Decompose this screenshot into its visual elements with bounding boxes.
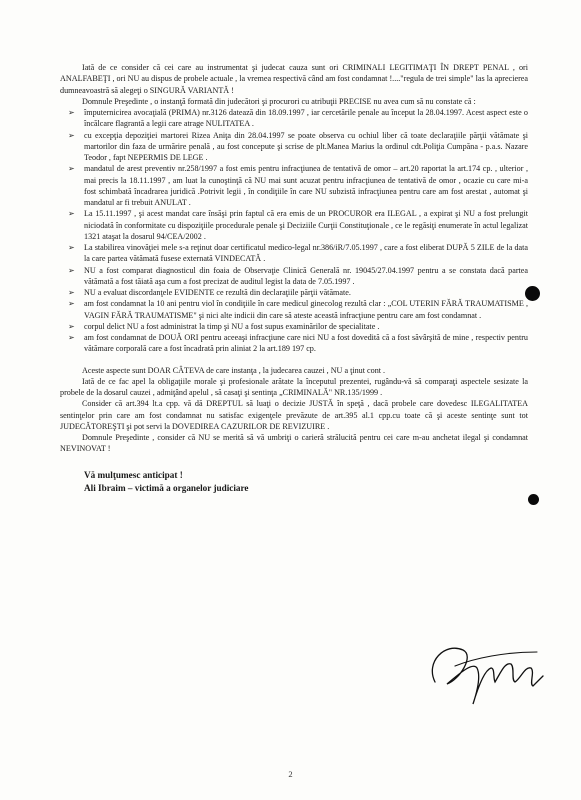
list-item: ➢ mandatul de arest preventiv nr.258/1997 a fost emis pentru infracţiunea de tentativă de omor – art.20 raportat la art.174 cp. , ulterior , mai precis la 18.11.1997 , am luat la cunoştinţă că NU mai sunt acuzat pentru infracţiunea de tentativă de omor , ocazie cu care mi-a fost schimbată încadrarea juridică .Potrivit legii , în condiţiile în care NU subzistă infracţiunea pentru care am fost arestat , automat şi mandatul ar fi trebuit ANULAT . — [66, 163, 528, 208]
closing-block — [60, 469, 528, 495]
list-item: ➢ NU a evaluat discordanţele EVIDENTE ce rezultă din declaraţiile părţii vătămate. — [66, 287, 528, 298]
page-number: 2 — [288, 769, 293, 779]
list-item: ➢ La stabilirea vinovăţiei mele s-a reţinut doar certificatul medico-legal nr.386/iR/7.05.1997 , care a fost eliberat DUPĂ 5 ZILE de la data la care partea vătămată fusese externată VINDECATĂ . — [66, 242, 528, 265]
list-item: ➢ NU a fost comparat diagnosticul din foaia de Observaţie Clinică Generală nr. 19045/27.04.1997 pentru a se constata dacă partea vătămată a fost tăiată aşa cum a fost precizat de auditul legist la data de 7.05.1997 . — [66, 265, 528, 288]
ink-blot-mark — [528, 494, 539, 505]
thanks-line: Vă mulţumesc anticipat ! — [84, 469, 183, 480]
paragraph-president-address: Domnule Preşedinte , o instanţă formată din judecători şi procurori cu atribuţii PRECISE nu avea cum să nu constate că : — [82, 96, 476, 106]
paragraph-closing-plea: Domnule Preşedinte , consider că NU se merită să vă umbriţi o carieră strălucită pentru cei care m-au anchetat ilegal şi condamnat NEVINOVAT ! — [60, 433, 528, 454]
letter-body — [60, 62, 528, 495]
author-line: Ali Ibraim – victimă a organelor judiciare — [84, 482, 249, 493]
paragraph-legal-basis: Consider că art.394 lt.a cpp. vă dă DREPTUL să luaţi o decizie JUSTĂ în speţă , dacă probele care dovedesc ILEGALITATEA sentinţelor prin care am fost condamnat nu satisfac exigenţele prevăzute de art.395 al.1 cpp.cu toate că şi aceste sentinţe sunt tot JUDECĂTOREŞTI şi pot servi la DOVEDIREA CAZURILOR DE REVIZUIRE . — [60, 399, 528, 431]
grievance-list — [60, 107, 528, 355]
list-item: ➢ am fost condamnat de DOUĂ ORI pentru aceeaşi infracţiune care nici NU a fost dovedită că a fost săvârşită de mine , respectiv pentru vătămare corporală care a fost încadrată prin aliniat 2 la art.189 197 cp. — [66, 332, 528, 355]
handwritten-signature — [415, 622, 547, 712]
list-item: ➢ La 15.11.1997 , şi acest mandat care însăşi prin faptul că era emis de un PROCUROR era ILEGAL , a expirat şi NU a fost prelungit niciodată în conformitate cu dispoziţiile procedurale penale şi Deciziile Curţii Constituţionale , ce le regăsiţi enumerate în actul legalizat 1321 ataşat la dosarul 94/CEA/2002 . — [66, 208, 528, 242]
list-item: ➢ am fost condamnat la 10 ani pentru viol în condiţiile în care medicul ginecolog rezultă clar : „COL UTERIN FĂRĂ TRAUMATISME , VAGIN FĂRĂ TRAUMATISME" şi nici alte indicii din care să ateste această infracţiune pentru care am fost condamnat . — [66, 298, 528, 321]
list-item: ➢ împuternicirea avocaţială (PRIMA) nr.3126 datează din 18.09.1997 , iar cercetările penale au început la 28.04.1997. Acest aspect este o încălcare flagrantă a legii care atrage NULITATEA . — [66, 107, 528, 130]
paragraph-intro: Iată de ce consider că cei care au instrumentat şi judecat cauza sunt ori CRIMINALI LEGITIMAŢI ÎN DREPT PENAL , ori ANALFABEŢI , ori NU au dispus de probele actuale , la vremea respectivă când am fost condamnat !...."regula de trei simple" las la aprecierea dumneavoastră să alegeţi o SINGURĂ VARIANTĂ ! — [60, 63, 528, 95]
paragraph-appeal: Iată de ce fac apel la obligaţiile morale şi profesionale arătate la începutul prezentei, rugându-vă să comparaţi aspectele sesizate la probele de la dosarul cauzei , admiţând apelul , să casaţi şi sentinţa „CRIMINALĂ" NR.135/1999 . — [60, 376, 528, 397]
ink-blot-mark — [525, 286, 540, 301]
list-item: ➢ corpul delict NU a fost administrat la timp şi NU a fost supus examinărilor de specialitate . — [66, 321, 528, 332]
list-item: ➢ cu excepţia depoziţiei martorei Rizea Aniţa din 28.04.1997 se poate observa cu ochiul liber că toate declaraţiile părţii vătămate şi martorilor din faza de urmărire penală , au fost concepute şi scrise de plt.Manea Marius la ordinul cdt.Poliţia Cumpăna - p.a.s. Nazare Teodor , fapt NEPERMIS DE LEGE . — [66, 130, 528, 164]
paragraph-summary: Aceste aspecte sunt DOAR CÂTEVA de care instanţa , la judecarea cauzei , NU a ţinut cont . — [82, 365, 386, 375]
